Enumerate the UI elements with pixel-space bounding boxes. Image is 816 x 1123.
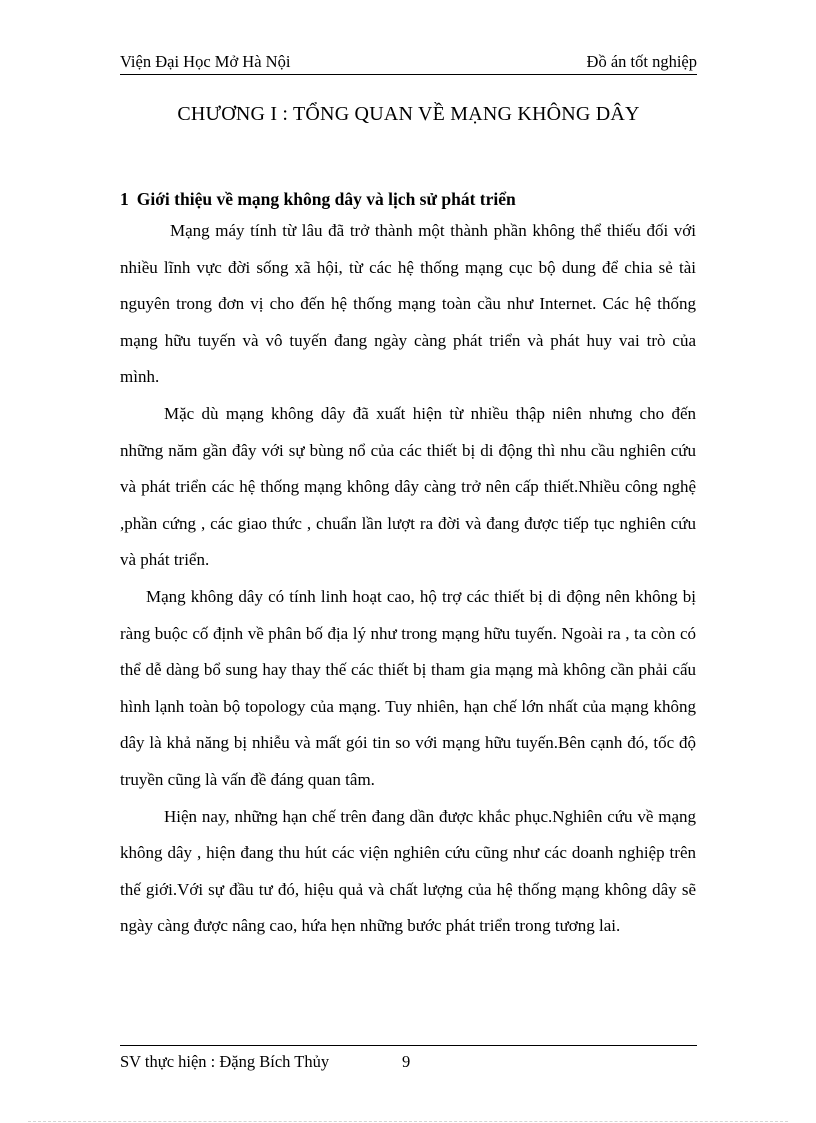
paragraph-3: Mạng không dây có tính linh hoạt cao, hộ trợ các thiết bị di động nên không bị ràng buộc cố định về phân bố địa lý như trong mạng hữu tuyến. Ngoài ra , ta còn có thể dễ dàng bổ sung hay thay thế các thiết bị tham gia mạng mà không cần phải cấu hình lạnh toàn bộ topology của mạng. Tuy nhiên, hạn chế lớn nhất của mạng không dây là khả năng bị nhiễu và mất gói tin so với mạng hữu tuyến.Bên cạnh đó, tốc độ truyền cũng là vấn đề đáng quan tâm.	[120, 586, 696, 789]
header-institution: Viện Đại Học Mở Hà Nội	[120, 52, 291, 71]
section-heading	[120, 189, 516, 210]
page-edge-divider	[28, 1121, 788, 1122]
paragraph-2: Mặc dù mạng không dây đã xuất hiện từ nhiều thập niên nhưng cho đến những năm gần đây với sự bùng nổ của các thiết bị di động thì nhu cầu nghiên cứu và phát triển các hệ thống mạng không dây càng trở nên cấp thiết.Nhiều công nghệ ,phần cứng , các giao thức , chuẩn lần lượt ra đời và đang được tiếp tục nghiên cứu và phát triển.	[120, 403, 696, 570]
paragraph-4: Hiện nay, những hạn chế trên đang dần được khắc phục.Nghiên cứu về mạng không dây , hiện đang thu hút các viện nghiên cứu cũng như các doanh nghiệp trên thế giới.Với sự đầu tư đó, hiệu quả và chất lượng của hệ thống mạng không dây sẽ ngày càng được nâng cao, hứa hẹn những bước phát triển trong tương lai.	[120, 806, 696, 936]
footer-author: SV thực hiện : Đặng Bích Thủy	[120, 1052, 330, 1071]
footer-divider	[120, 1045, 697, 1046]
body-text	[120, 213, 696, 945]
paragraph-1: Mạng máy tính từ lâu đã trở thành một thành phần không thể thiếu đối với nhiều lĩnh vực đời sống xã hội, từ các hệ thống mạng cục bộ dung để chia sẻ tài nguyên trong đơn vị cho đến hệ thống mạng toàn cầu như Internet. Các hệ thống mạng hữu tuyến và vô tuyến đang ngày càng phát triển và phát huy vai trò của mình.	[120, 221, 696, 387]
section-number: 1	[120, 189, 129, 209]
page-footer	[120, 1052, 697, 1072]
page-number: 9	[402, 1052, 411, 1071]
header-document-type: Đồ án tốt nghiệp	[586, 52, 697, 71]
chapter-title: CHƯƠNG I : TỔNG QUAN VỀ MẠNG KHÔNG DÂY	[177, 103, 640, 125]
section-title: Giới thiệu về mạng không dây và lịch sử phát triển	[136, 189, 516, 209]
page-header	[120, 52, 697, 75]
